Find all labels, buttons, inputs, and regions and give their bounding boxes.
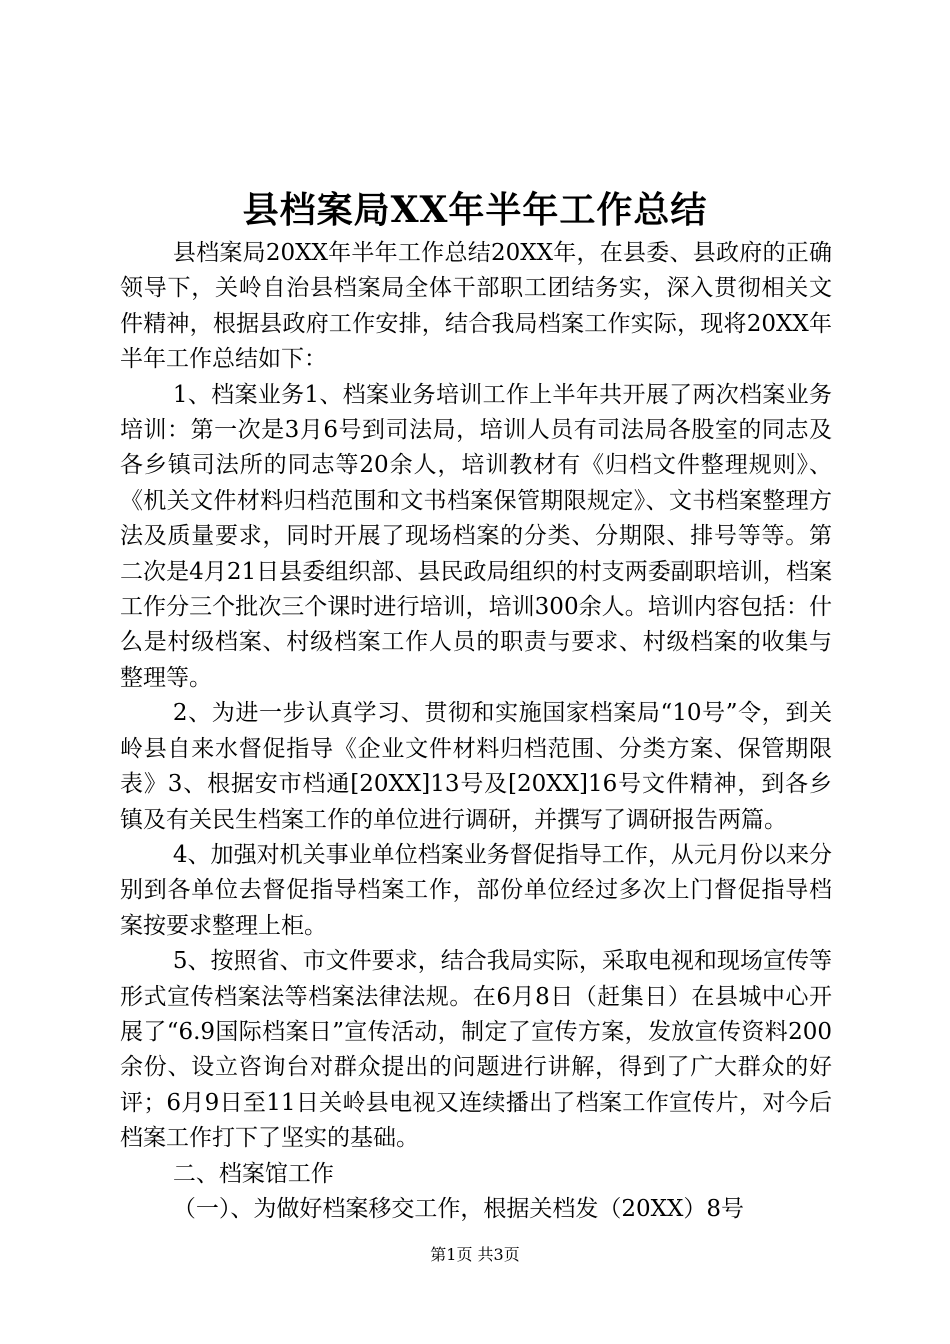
paragraph-item-2: 2、为进一步认真学习、贯彻和实施国家档案局“10号”令，到关岭县自来水督促指导《企业文件材料归档范围、分类方案、保管期限表》3、根据安市档通[20XX]13号及[20XX]16号文件精神，到各乡镇及有关民生档案工作的单位进行调研，并撰写了调研报告两篇。 [120,700,832,833]
page-footer: 第1页 共3页 [430,1245,520,1264]
document-title: 县档案局XX年半年工作总结 [242,189,708,231]
paragraph-intro: 县档案局20XX年半年工作总结20XX年，在县委、县政府的正确领导下，关岭自治县档案局全体干部职工团结务实，深入贯彻相关文件精神，根据县政府工作安排，结合我局档案工作实际，现将20XX年半年工作总结如下： [120,240,832,373]
paragraph-item-5: 5、按照省、市文件要求，结合我局实际，采取电视和现场宣传等形式宣传档案法等档案法律法规。在6月8日（赶集日）在县城中心开展了“6.9国际档案日”宣传活动，制定了宣传方案，发放宣传资料200余份、设立咨询台对群众提出的问题进行讲解，得到了广大群众的好评；6月9日至11日关岭县电视又连续播出了档案工作宣传片，对今后档案工作打下了坚实的基础。 [120,948,832,1152]
paragraph-archives-1: （一）、为做好档案移交工作，根据关档发（20XX）8号 [172,1195,745,1222]
paragraph-item-1: 1、档案业务1、档案业务培训工作上半年共开展了两次档案业务培训：第一次是3月6号到司法局，培训人员有司法局各股室的同志及各乡镇司法所的同志等20余人，培训教材有《归档文件整理规则》、《机关文件材料归档范围和文书档案保管期限规定》、文书档案整理方法及质量要求，同时开展了现场档案的分类、分期限、排号等等。第二次是4月21日县委组织部、县民政局组织的村支两委副职培训，档案工作分三个批次三个课时进行培训，培训300余人。培训内容包括：什么是村级档案、村级档案工作人员的职责与要求、村级档案的收集与整理等。 [120,381,832,691]
document-body [120,236,832,1227]
section-heading-archives: 二、档案馆工作 [172,1160,334,1187]
paragraph-item-4: 4、加强对机关事业单位档案业务督促指导工作，从元月份以来分别到各单位去督促指导档案工作，部份单位经过多次上门督促指导档案按要求整理上柜。 [120,841,832,939]
